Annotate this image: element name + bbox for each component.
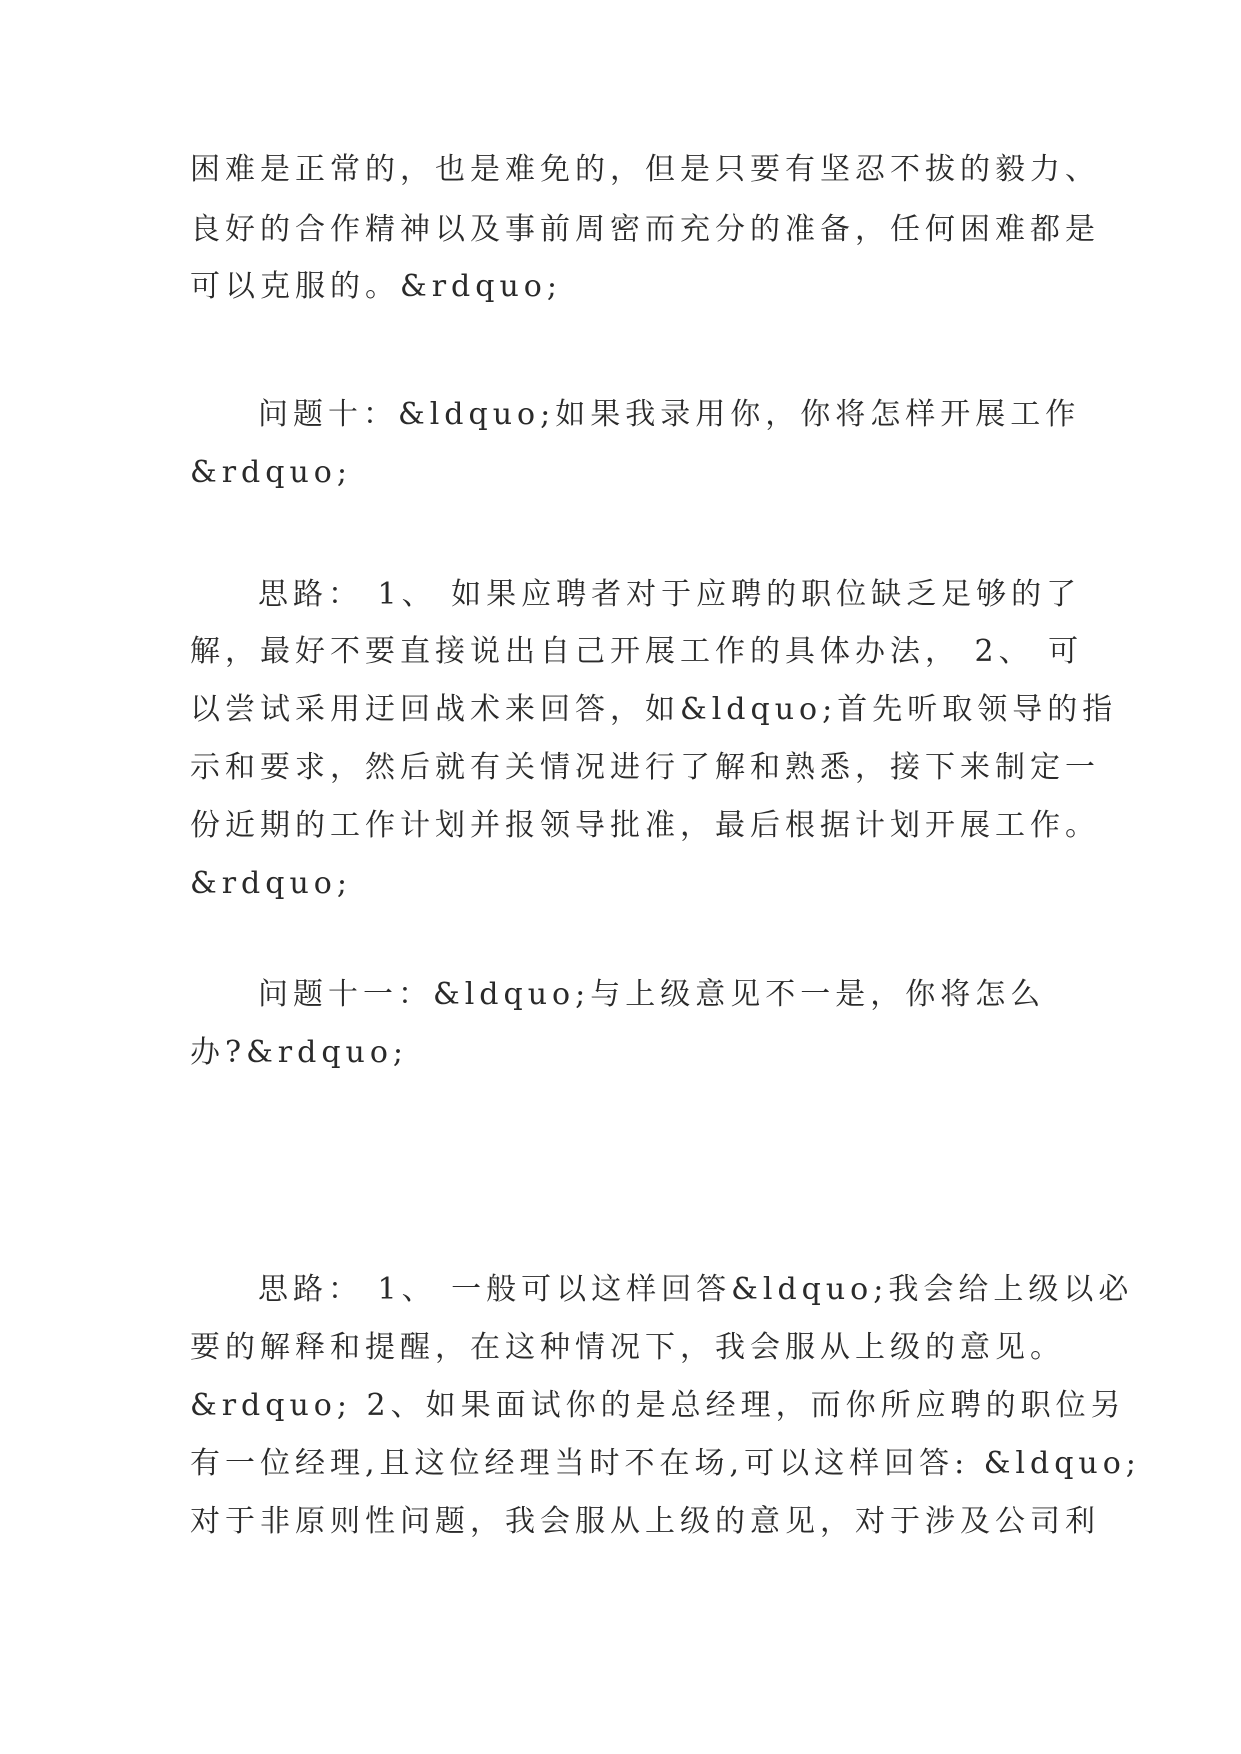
text-line: 思路： 1、 一般可以这样回答&ldquo;我会给上级以必 xyxy=(258,1272,1134,1307)
text-line: 份近期的工作计划并报领导批准，最后根据计划开展工作。 xyxy=(190,808,1100,843)
text-line: 示和要求，然后就有关情况进行了解和熟悉，接下来制定一 xyxy=(190,750,1100,785)
text-line: 困难是正常的，也是难免的，但是只要有坚忍不拔的毅力、 xyxy=(190,152,1100,187)
text-line: 对于非原则性问题，我会服从上级的意见，对于涉及公司利 xyxy=(190,1504,1100,1539)
text-line: &rdquo; xyxy=(190,866,352,901)
text-line: 以尝试采用迂回战术来回答，如&ldquo;首先听取领导的指 xyxy=(190,692,1118,727)
question-heading: 问题十一：&ldquo;与上级意见不一是，你将怎么 xyxy=(258,977,1046,1012)
text-line: &rdquo; 2、如果面试你的是总经理，而你所应聘的职位另 xyxy=(190,1388,1126,1423)
text-line: 有一位经理,且这位经理当时不在场,可以这样回答: &ldquo; xyxy=(190,1446,1141,1481)
text-line: &rdquo; xyxy=(190,455,352,490)
question-heading: 问题十：&ldquo;如果我录用你，你将怎样开展工作 xyxy=(258,397,1081,432)
text-line: 良好的合作精神以及事前周密而充分的准备，任何困难都是 xyxy=(190,212,1100,247)
text-line: 要的解释和提醒，在这种情况下，我会服从上级的意见。 xyxy=(190,1330,1065,1365)
text-line: 思路： 1、 如果应聘者对于应聘的职位缺乏足够的了 xyxy=(258,577,1082,612)
text-line: 解，最好不要直接说出自己开展工作的具体办法， 2、 可 xyxy=(190,634,1084,669)
text-line: 可以克服的。&rdquo; xyxy=(190,269,562,304)
text-line: 办?&rdquo; xyxy=(190,1035,409,1070)
